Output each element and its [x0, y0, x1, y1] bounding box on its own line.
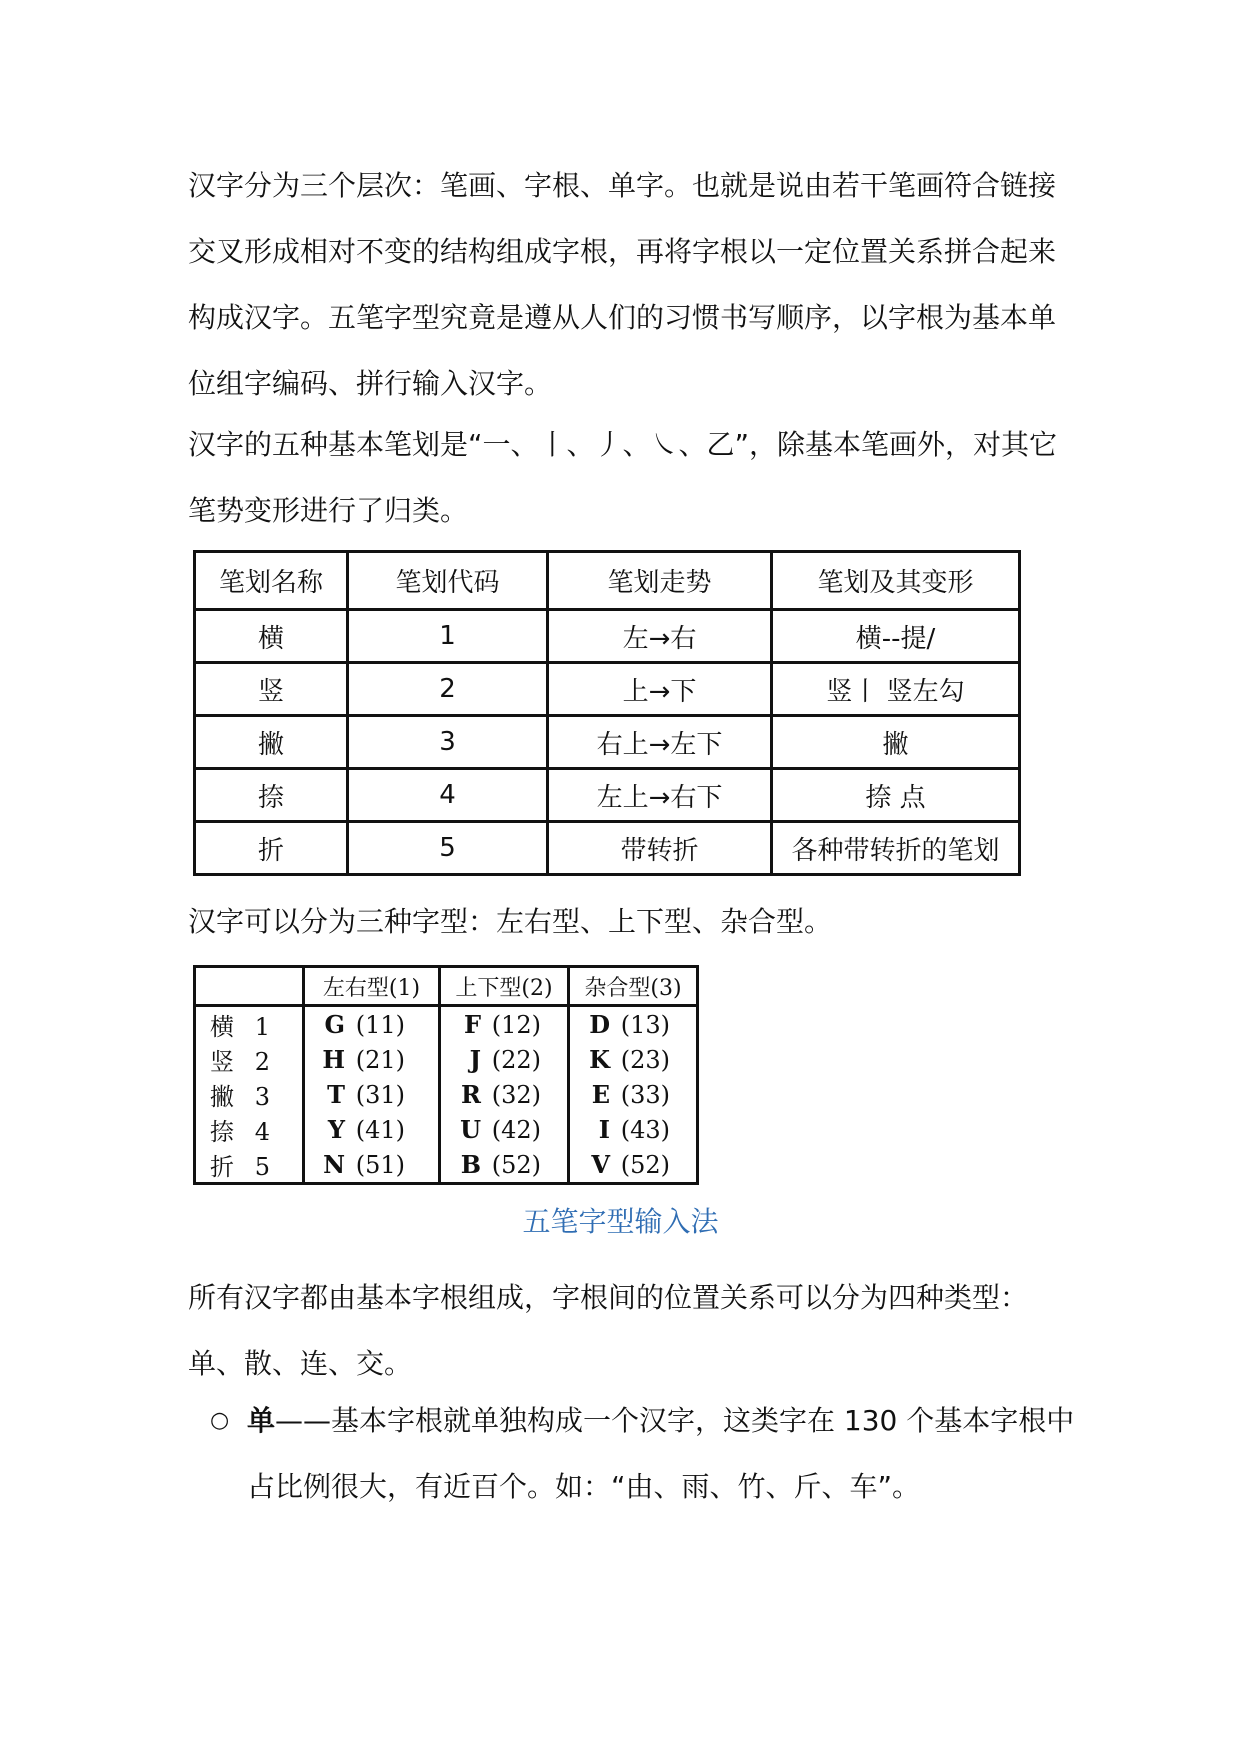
table-cell: 1 [348, 610, 548, 663]
stroke-label-cell [195, 1077, 304, 1112]
key-cell [569, 1042, 698, 1077]
key-code: (51) [355, 1151, 405, 1179]
key-code: (52) [620, 1151, 670, 1179]
key-code: (33) [620, 1081, 670, 1109]
table-row [195, 769, 1020, 822]
strokes-header-cell: 笔划走势 [548, 552, 772, 610]
key-code: (52) [491, 1151, 541, 1179]
table-cell: 左上→右下 [548, 769, 772, 822]
key-cell [304, 1042, 440, 1077]
table-cell: 左→右 [548, 610, 772, 663]
table-cell: 竖丨 竖左勾 [772, 663, 1020, 716]
key-cell [304, 1147, 440, 1184]
strokes-header-cell: 笔划代码 [348, 552, 548, 610]
key-code: (42) [491, 1116, 541, 1144]
positions-paragraph: 所有汉字都由基本字根组成，字根间的位置关系可以分为四种类型：单、散、连、交。 [188, 1281, 1029, 1380]
stroke-name: 撇 [210, 1083, 234, 1111]
key-letter: B [460, 1150, 481, 1179]
table-row [195, 663, 1020, 716]
key-cell [304, 1112, 440, 1147]
stroke-name: 捺 [210, 1118, 234, 1146]
key-letter: I [598, 1115, 610, 1144]
table-row [195, 1147, 698, 1184]
key-cell [440, 1112, 569, 1147]
table-row [195, 1042, 698, 1077]
key-letter: R [461, 1080, 481, 1109]
stroke-number: 5 [254, 1153, 270, 1181]
table-cell: 上→下 [548, 663, 772, 716]
key-letter: F [463, 1010, 481, 1039]
table-cell: 4 [348, 769, 548, 822]
key-code: (41) [355, 1116, 405, 1144]
stroke-number: 3 [254, 1083, 270, 1111]
key-code: (23) [620, 1046, 670, 1074]
strokes-paragraph: 汉字的五种基本笔划是“一、丨、丿、㇏、乙”，除基本笔画外，对其它笔势变形进行了归类。 [188, 428, 1058, 527]
intro-paragraph: 汉字分为三个层次：笔画、字根、单字。也就是说由若干笔画符合链接交叉形成相对不变的结构组成字根，再将字根以一定位置关系拼合起来构成汉字。五笔字型究竟是遵从人们的习惯书写顺序，以字根为基本单位组字编码、拼行输入汉字。 [188, 169, 1057, 400]
strokes-header-cell: 笔划名称 [195, 552, 348, 610]
key-cell [569, 1147, 698, 1184]
shape-header-cell: 上下型(2) [440, 967, 569, 1006]
key-letter: N [323, 1150, 345, 1179]
table-cell: 折 [195, 822, 348, 875]
bullet-list-item [210, 1388, 1080, 1520]
strokes-table [193, 550, 1021, 876]
key-letter: T [327, 1080, 345, 1109]
table-row [195, 1112, 698, 1147]
key-letter: Y [327, 1115, 345, 1144]
key-letter: J [469, 1045, 481, 1074]
table-cell: 5 [348, 822, 548, 875]
shapes-paragraph: 汉字可以分为三种字型：左右型、上下型、杂合型。 [188, 905, 833, 938]
table-cell: 2 [348, 663, 548, 716]
table-cell: 3 [348, 716, 548, 769]
shape-header-cell: 左右型(1) [304, 967, 440, 1006]
key-letter: V [591, 1150, 610, 1179]
table-cell: 右上→左下 [548, 716, 772, 769]
table-row [195, 1006, 698, 1043]
stroke-label-cell [195, 1147, 304, 1184]
key-cell [304, 1006, 440, 1043]
table-cell: 横 [195, 610, 348, 663]
table-cell: 撇 [772, 716, 1020, 769]
key-cell [569, 1077, 698, 1112]
key-letter: U [460, 1115, 481, 1144]
table-cell: 捺 [195, 769, 348, 822]
key-cell [304, 1077, 440, 1112]
stroke-label-cell [195, 1042, 304, 1077]
key-code: (43) [620, 1116, 670, 1144]
key-letter: H [322, 1045, 345, 1074]
table-row [195, 716, 1020, 769]
shape-header-cell: 杂合型(3) [569, 967, 698, 1006]
key-letter: E [591, 1080, 610, 1109]
key-cell [569, 1006, 698, 1043]
bullet-marker-icon: ○ [210, 1408, 230, 1433]
key-cell [440, 1042, 569, 1077]
table-cell: 带转折 [548, 822, 772, 875]
key-code: (11) [355, 1011, 405, 1039]
key-letter: K [589, 1045, 610, 1074]
key-cell [440, 1147, 569, 1184]
bullet-content [247, 1388, 1080, 1520]
shape-table-header-row [195, 967, 698, 1006]
table-cell: 横--提/ [772, 610, 1020, 663]
table-cell: 捺 点 [772, 769, 1020, 822]
key-cell [569, 1112, 698, 1147]
key-code: (13) [620, 1011, 670, 1039]
key-letter: D [589, 1010, 610, 1039]
key-cell [440, 1006, 569, 1043]
key-code: (21) [355, 1046, 405, 1074]
figure-caption: 五笔字型输入法 [522, 1205, 719, 1238]
stroke-number: 4 [254, 1118, 270, 1146]
strokes-header-cell: 笔划及其变形 [772, 552, 1020, 610]
strokes-table-header-row [195, 552, 1020, 610]
table-cell: 撇 [195, 716, 348, 769]
table-row [195, 1077, 698, 1112]
key-code: (12) [491, 1011, 541, 1039]
stroke-name: 竖 [210, 1048, 234, 1076]
table-cell: 各种带转折的笔划 [772, 822, 1020, 875]
stroke-label-cell [195, 1006, 304, 1043]
stroke-number: 2 [254, 1048, 270, 1076]
key-code: (31) [355, 1081, 405, 1109]
shape-header-cell [195, 967, 304, 1006]
key-code: (32) [491, 1081, 541, 1109]
table-row [195, 610, 1020, 663]
shape-table [193, 965, 699, 1185]
stroke-name: 折 [210, 1153, 234, 1181]
key-letter: G [324, 1010, 345, 1039]
stroke-number: 1 [254, 1013, 270, 1041]
table-cell: 竖 [195, 663, 348, 716]
table-row [195, 822, 1020, 875]
key-code: (22) [491, 1046, 541, 1074]
bullet-description: ——基本字根就单独构成一个汉字，这类字在 130 个基本字根中占比例很大，有近百个。如：“由、雨、竹、斤、车”。 [247, 1404, 1075, 1503]
key-cell [440, 1077, 569, 1112]
bullet-term: 单 [247, 1404, 276, 1437]
stroke-label-cell [195, 1112, 304, 1147]
stroke-name: 横 [210, 1013, 234, 1041]
